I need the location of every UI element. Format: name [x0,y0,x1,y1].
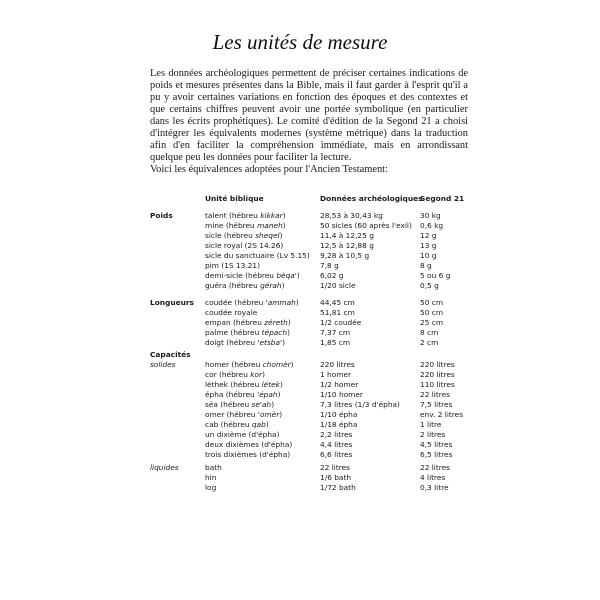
s21-cell: 50 cm [420,298,444,307]
section-solides: solides [150,360,176,369]
arch-cell: 1/72 bath [320,483,356,492]
arch-cell: 1/2 homer [320,380,359,389]
arch-cell: 1/2 coudée [320,318,362,327]
arch-cell: 1/10 épha [320,410,358,419]
s21-cell: 4 litres [420,473,446,482]
s21-cell: 10 g [420,251,437,260]
arch-cell: 6,6 litres [320,450,353,459]
header-s21: Segond 21 [420,194,465,203]
arch-cell: 4,4 litres [320,440,353,449]
s21-cell: 30 kg [420,211,441,220]
unit-cell: sicle (hébreu sheqel) [205,231,283,240]
unit-cell: guéra (hébreu gérah) [205,281,285,290]
unit-cell: palme (hébreu tépach) [205,328,290,337]
arch-cell: 50 sicles (60 après l'exil) [320,221,412,230]
s21-cell: 25 cm [420,318,444,327]
header-unit: Unité biblique [205,194,264,203]
arch-cell: 51,81 cm [320,308,355,317]
s21-cell: 2 litres [420,430,446,439]
arch-cell: 1 homer [320,370,352,379]
arch-cell: 1/18 épha [320,420,358,429]
s21-cell: 13 g [420,241,437,250]
page-title: Les unités de mesure [212,30,388,54]
arch-cell: 28,53 à 30,43 kg [320,211,383,220]
unit-cell: pim (1S 13.21) [205,261,260,270]
arch-cell: 220 litres [320,360,355,369]
section-longueurs: Longueurs [150,298,194,307]
arch-cell: 7,3 litres (1/3 d'épha) [320,400,400,409]
unit-cell: hin [205,473,217,482]
unit-cell: cab (hébreu qab) [205,420,269,429]
s21-cell: 110 litres [420,380,455,389]
s21-cell: 0,3 litre [420,483,449,492]
arch-cell: 6,02 g [320,271,344,280]
arch-cell: 22 litres [320,463,351,472]
s21-cell: 6,5 litres [420,450,453,459]
unit-cell: léthek (hébreu létek) [205,380,283,389]
s21-cell: 8 cm [420,328,439,337]
unit-cell: coudée (hébreu 'ammah) [205,298,299,307]
unit-cell: homer (hébreu chomèr) [205,360,294,369]
unit-cell: sicle du sanctuaire (Lv 5.15) [205,251,310,260]
s21-cell: 8 g [420,261,432,270]
s21-cell: 4,5 litres [420,440,453,449]
section-liquides: liquides [150,463,179,472]
s21-cell: env. 2 litres [420,410,464,419]
s21-cell: 22 litres [420,463,451,472]
arch-cell: 1/20 sicle [320,281,356,290]
s21-cell: 50 cm [420,308,444,317]
arch-cell: 1/10 homer [320,390,363,399]
arch-cell: 7,8 g [320,261,339,270]
unit-cell: sicle royal (2S 14.26) [205,241,284,250]
s21-cell: 5 ou 6 g [420,271,451,280]
unit-cell: mine (hébreu maneh) [205,221,286,230]
s21-cell: 0,6 kg [420,221,444,230]
arch-cell: 1/6 bath [320,473,352,482]
s21-cell: 22 litres [420,390,451,399]
unit-cell: un dixième (d'épha) [205,430,280,439]
s21-cell: 1 litre [420,420,442,429]
s21-cell: 7,5 litres [420,400,453,409]
unit-cell: séa (hébreu se'ah) [205,400,275,409]
arch-cell: 12,5 à 12,88 g [320,241,374,250]
s21-cell: 220 litres [420,360,455,369]
header-arch: Données archéologiques [320,194,423,203]
arch-cell: 9,28 à 10,5 g [320,251,370,260]
section-capacites: Capacités [150,350,191,359]
s21-cell: 220 litres [420,370,455,379]
unit-cell: talent (hébreu kikkar) [205,211,286,220]
unit-cell: coudée royale [205,308,258,317]
s21-cell: 12 g [420,231,437,240]
unit-cell: cor (hébreu kor) [205,370,265,379]
unit-cell: omer (hébreu 'omèr) [205,410,283,419]
s21-cell: 2 cm [420,338,439,347]
arch-cell: 11,4 à 12,25 g [320,231,374,240]
arch-cell: 44,45 cm [320,298,355,307]
intro-text: Les données archéologiques permettent de préciser certaines indications de poids et mesures présentes dans la Bible, mais il faut garder à l'esprit qu'il a pu y avoir certaines variations en fonction des époques et des contextes et que certains chiffres peuvent avoir une portée symbolique (en particulier dans les écrits prophétiques). Le comité d'édition de la Segond 21 a choisi d'intégrer les équivalents modernes (système métrique) dans la traduction afin d'en faciliter la compréhension immédiate, mais en arrondissant quelque peu les données pour faciliter la lecture. [150,68,468,163]
section-poids: Poids [150,211,173,220]
arch-cell: 1,85 cm [320,338,351,347]
intro-last-line: Voici les équivalences adoptées pour l'Ancien Testament: [150,164,388,175]
unit-cell: deux dixièmes (d'épha) [205,440,293,449]
unit-cell: bath [205,463,222,472]
arch-cell: 7,37 cm [320,328,351,337]
unit-cell: épha (hébreu 'épah) [205,390,281,399]
arch-cell: 2,2 litres [320,430,353,439]
s21-cell: 0,5 g [420,281,439,290]
unit-cell: empan (hébreu zéreth) [205,318,291,327]
unit-cell: doigt (hébreu 'etsba') [205,338,285,347]
unit-cell: log [205,483,217,492]
unit-cell: trois dixièmes (d'épha) [205,450,291,459]
unit-cell: demi-sicle (hébreu bèqa') [205,271,300,280]
